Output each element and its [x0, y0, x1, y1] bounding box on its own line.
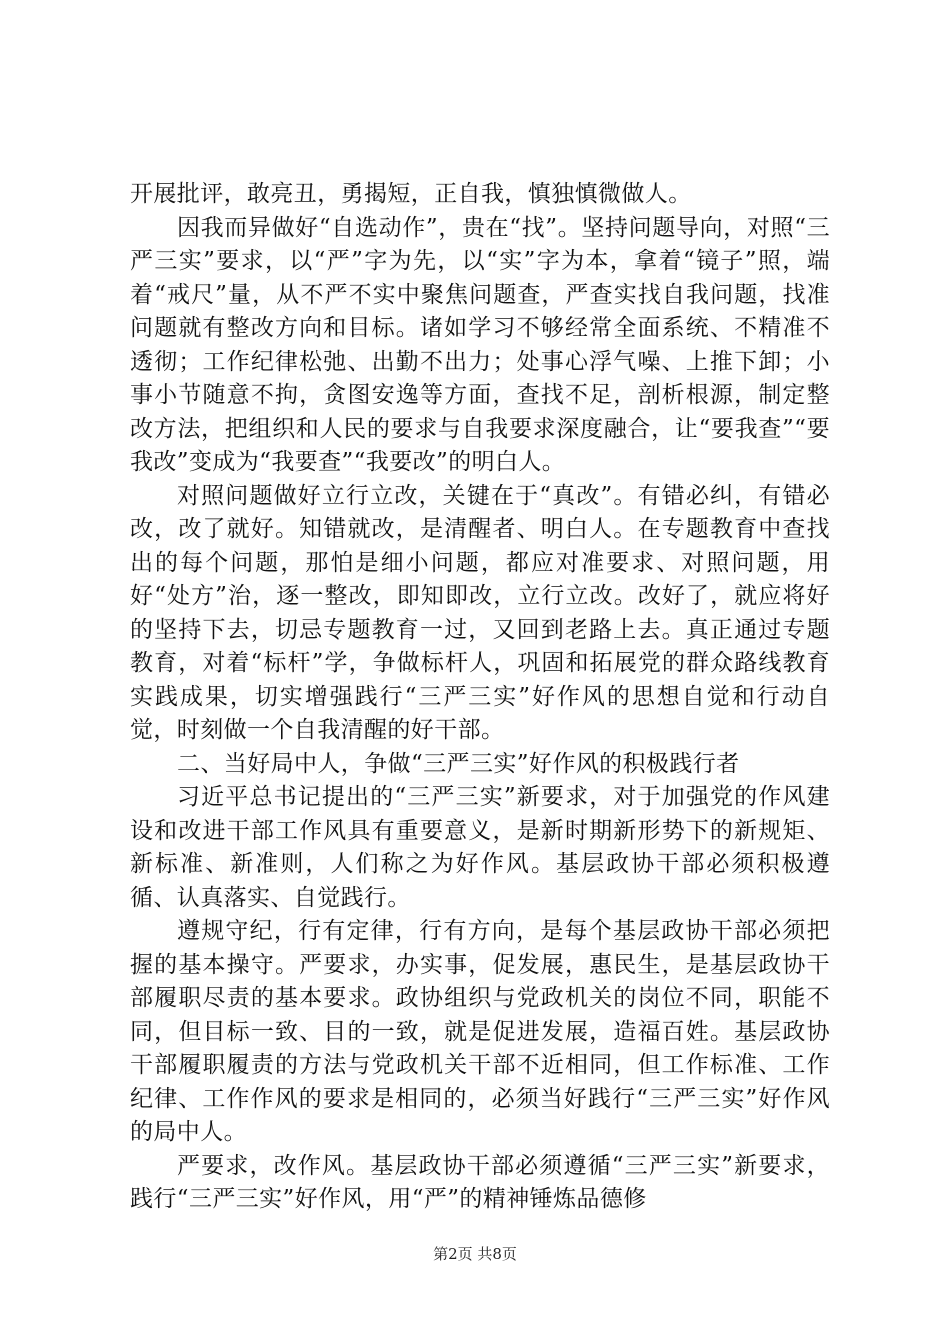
- paragraph-strict-requirements: 严要求，改作风。基层政协干部必须遵循“三严三实”新要求，践行“三严三实”好作风，用“严”的精神锤炼品德修: [130, 1152, 830, 1212]
- paragraph-self-selected-actions: 因我而异做好“自选动作”，贵在“找”。坚持问题导向，对照“三严三实”要求，以“严”字为先，以“实”字为本，拿着“镜子”照，端着“戒尺”量，从不严不实中聚焦问题查，严查实找自我问题，找准问题就有整改方向和目标。诸如学习不够经常全面系统、不精准不透彻；工作纪律松弛、出勤不出力；处事心浮气噪、上推下卸；小事小节随意不拘，贪图安逸等方面，查找不足，剖析根源，制定整改方法，把组织和人民的要求与自我要求深度融合，让“要我查”“要我改”变成为“我要查”“我要改”的明白人。: [130, 214, 830, 475]
- page-number-footer: 第2页 共8页: [433, 1245, 517, 1263]
- paragraph-discipline: 遵规守纪，行有定律，行有方向，是每个基层政协干部必须把握的基本操守。严要求，办实事，促发展，惠民生，是基层政协干部履职尽责的基本要求。政协组织与党政机关的岗位不同，职能不同，但目标一致、目的一致，就是促进发展，造福百姓。基层政协干部履职履责的方法与党政机关干部不近相同，但工作标准、工作纪律、工作作风的要求是相同的，必须当好践行“三严三实”好作风的局中人。: [130, 918, 830, 1145]
- document-body: [130, 178, 830, 1217]
- paragraph-three-stricts-intro: 习近平总书记提出的“三严三实”新要求，对于加强党的作风建设和改进干部工作风具有重要意义，是新时期新形势下的新规矩、新标准、新准则，人们称之为好作风。基层政协干部必须积极遵循、认真落实、自觉践行。: [130, 784, 830, 911]
- paragraph-continuation: 开展批评，敢亮丑，勇揭短，正自我，慎独慎微做人。: [130, 181, 692, 207]
- paragraph-immediate-correction: 对照问题做好立行立改，关键在于“真改”。有错必纠，有错必改，改了就好。知错就改，是清醒者、明白人。在专题教育中查找出的每个问题，那怕是细小问题，都应对准要求、对照问题，用好“处方”治，逐一整改，即知即改，立行立改。改好了，就应将好的坚持下去，切忌专题教育一过，又回到老路上去。真正通过专题教育，对着“标杆”学，争做标杆人，巩固和拓展党的群众路线教育实践成果，切实增强践行“三严三实”好作风的思想自觉和行动自觉，时刻做一个自我清醒的好干部。: [130, 482, 830, 743]
- section-heading: 二、当好局中人，争做“三严三实”好作风的积极践行者: [177, 750, 740, 777]
